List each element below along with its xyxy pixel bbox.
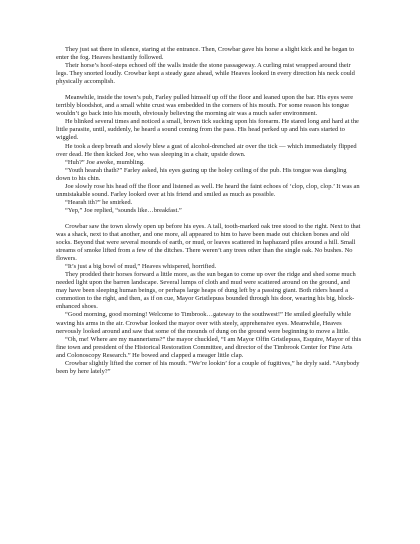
section-3: [56, 223, 362, 376]
paragraph: “Hearah ith?” he smirked.: [65, 198, 133, 206]
paragraph: He blinked several times and noticed a small, brown tick sucking upon his forearm. He stared long and hard at the little parasite, until, suddenly, he heard a sound coming from the pass. His head perked up and his ears started to wiggled.: [56, 118, 359, 142]
paragraph: “Youth hearah thath?” Farley asked, his eyes gazing up the holey ceiling of the pub. His tongue was dangling down to his chin.: [56, 166, 347, 182]
paragraph: Joe slowly rose his head off the floor and listened as well. He heard the faint echoes of ‘clop, clop, clop.’ It was an unmistakable sound. Farley looked over at his friend and smiled as much as possible.: [56, 182, 360, 198]
paragraph: Meanwhile, inside the town’s pub, Farley pulled himself up off the floor and leaned upon the bar. His eyes were terribly bloodshot, and a small white crust was embedded in the corners of his mouth. For some reason his tongue wouldn’t go back into his mouth, obviously believing the morning air was a much safer environment.: [56, 94, 354, 118]
paragraph: They just sat there in silence, staring at the entrance. Then, Crowbar gave his horse a slight kick and he began to enter the fog. Heaves hesitantly followed.: [56, 46, 355, 62]
paragraph: “Yep,” Joe replied, “sounds like…breakfast.”: [65, 206, 182, 214]
paragraph: Crowbar saw the town slowly open up before his eyes. A tall, tooth-marked oak tree stood to the right. Next to that was a shack, next to that another, and one more, all appeared to him to have been made out chicken bones and old socks. Beyond that were several mounds of earth, or mud, or leaves scattered in haphazard piles around a hill. Small streams of smoke lifted from a few of the ditches. There weren’t any trees other than the single oak. No bushes. No flowers.: [56, 222, 361, 263]
paragraph: They prodded their horses forward a little more, as the sun began to come up over the ridge and shed some much needed light upon the barren landscape. Several lumps of cloth and mud were scattered around on the ground, and may have been sleeping human beings, or perhaps large heaps of dung left by a passing giant. Both riders heard a commotion to the right, and then, as if on cue, Mayor Gristlepuss bounded through his door, wearing his big, block-enhanced shoes.: [56, 271, 356, 311]
paragraph: “Oh, me! Where are my mannerisms?” the mayor chuckled, “I am Mayor Olfin Gristlepuss, Esquire, Mayor of this fine town and president of the Historical Restoration Committee, and director of the Timbrook Center for Fine Arts and Colonoscopy Research.” He bowed and clapped a meager little clap.: [56, 335, 362, 359]
paragraph: Crowbar slightly lifted the corner of his mouth. “We’re lookin’ for a couple of fugitives,” he dryly said. “Anybody been by here lately?”: [56, 359, 360, 375]
paragraph: He took a deep breath and slowly blew a gust of alcohol-drenched air over the tick — which immediately flipped over dead. He then kicked Joe, who was sleeping in a chair, upside down.: [56, 142, 357, 158]
section-2: [56, 94, 362, 215]
section-1: [56, 46, 362, 86]
paragraph: Their horse’s hoof-steps echoed off the walls inside the stone passageway. A curling mist wrapped around their legs. They snorted loudly. Crowbar kept a steady gaze ahead, while Heaves looked in every direction his neck could physically accomplish.: [56, 62, 355, 86]
paragraph: “Huh?” Joe awoke, mumbling.: [65, 158, 145, 166]
paragraph: “Good morning, good morning! Welcome to Timbrook…gateway to the southwest!” He smiled gleefully while waving his arms in the air. Crowbar looked the mayor over with steely, apprehensive eyes. Meanwhile, Heaves nervously looked around and saw that some of the mounds of dung on the ground were beginning to move a little.: [56, 311, 352, 335]
paragraph: “It’s just a big bowl of mud,” Heaves whispered, horrified.: [65, 263, 217, 271]
